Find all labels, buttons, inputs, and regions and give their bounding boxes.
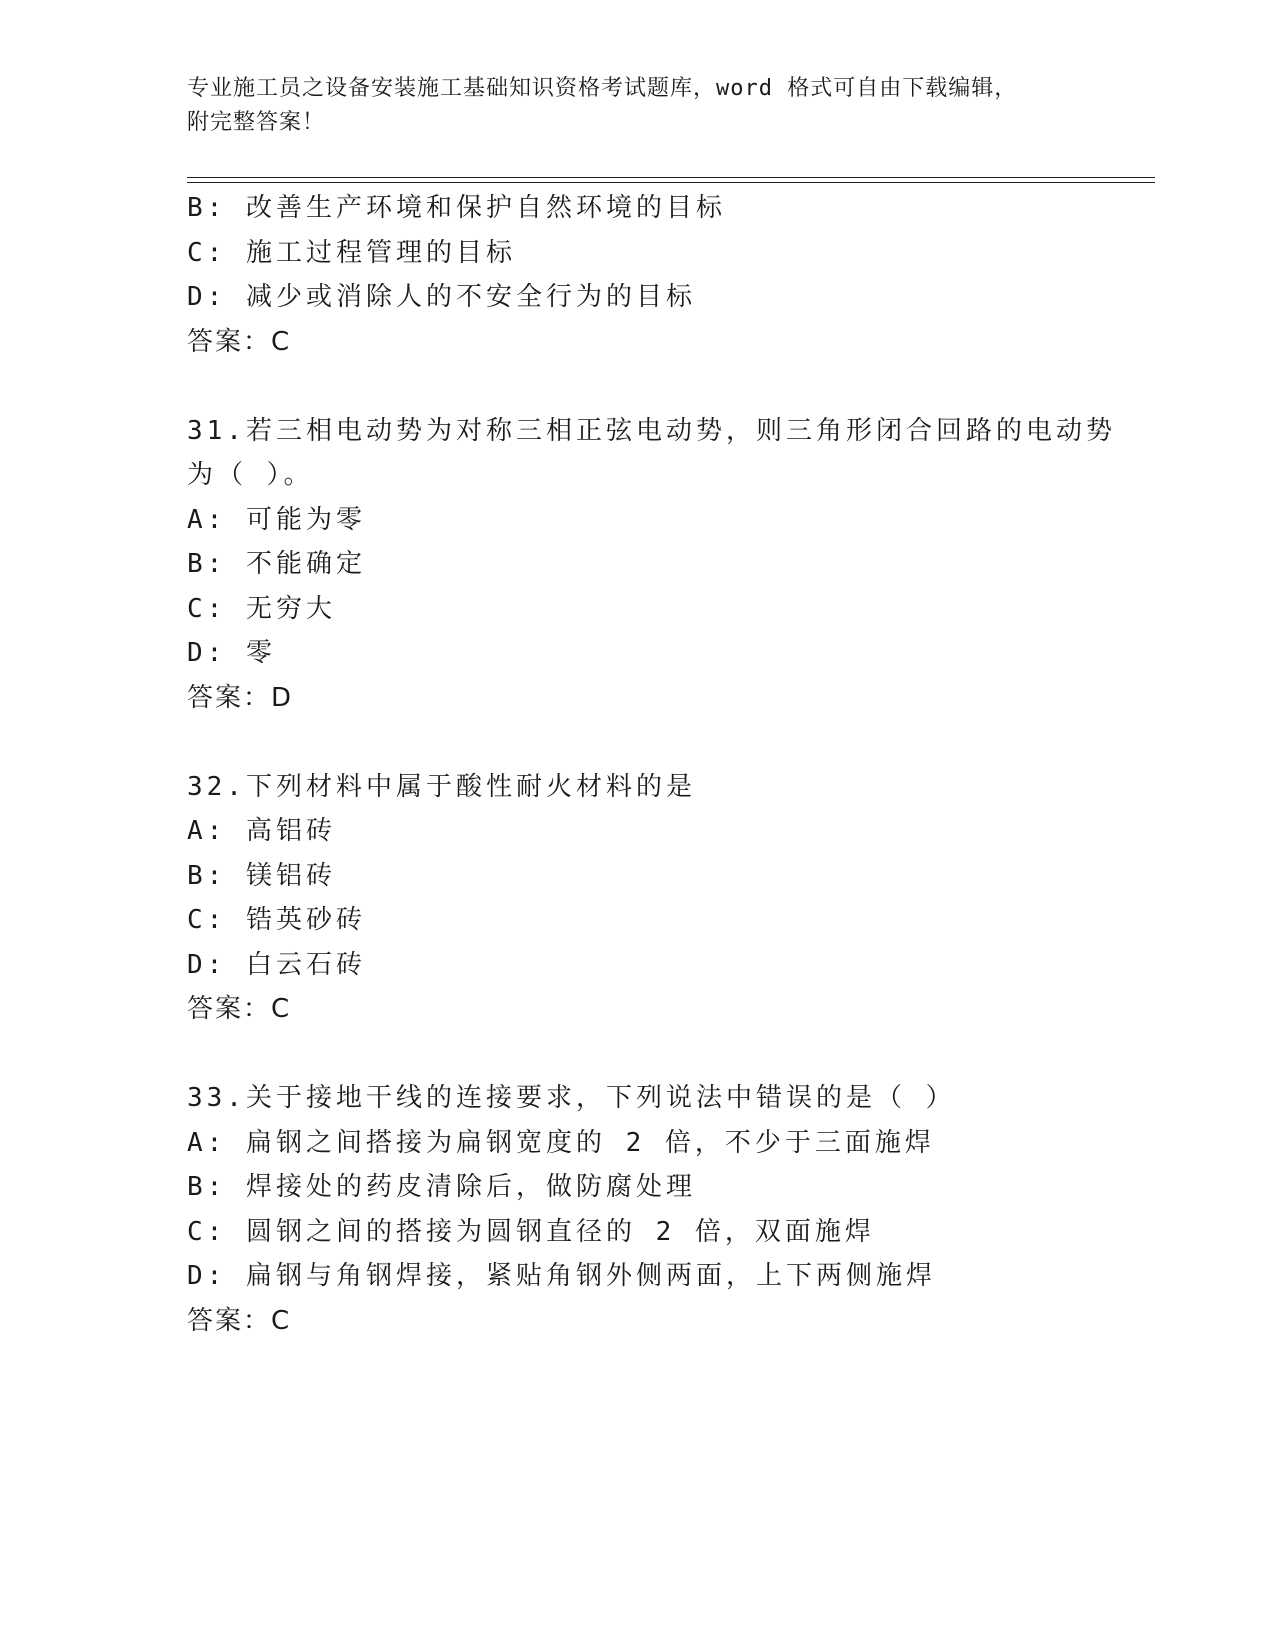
q30-option-b: B: 改善生产环境和保护自然环境的目标 xyxy=(187,193,726,223)
q33-option-d: D: 扁钢与角钢焊接，紧贴角钢外侧两面，上下两侧施焊 xyxy=(187,1261,936,1291)
header-line-2: 附完整答案！ xyxy=(187,110,326,135)
q33-answer: 答案：C xyxy=(187,1306,292,1336)
q31-option-b: B: 不能确定 xyxy=(187,549,366,579)
q30-option-d: D: 减少或消除人的不安全行为的目标 xyxy=(187,282,696,312)
q32-option-b: B: 镁铝砖 xyxy=(187,861,336,891)
q31-stem-line-1: 31.若三相电动势为对称三相正弦电动势，则三角形闭合回路的电动势 xyxy=(187,416,1116,446)
q33-option-a: A: 扁钢之间搭接为扁钢宽度的 2 倍，不少于三面施焊 xyxy=(187,1128,935,1158)
q33-stem: 33.关于接地干线的连接要求，下列说法中错误的是（ ） xyxy=(187,1083,956,1113)
q30-answer: 答案：C xyxy=(187,327,292,357)
q32-option-c: C: 锆英砂砖 xyxy=(187,905,366,935)
q32-stem: 32.下列材料中属于酸性耐火材料的是 xyxy=(187,772,696,802)
q31-answer: 答案：D xyxy=(187,683,294,713)
q31-stem-line-2: 为（ ）。 xyxy=(187,460,314,490)
q33-option-c: C: 圆钢之间的搭接为圆钢直径的 2 倍，双面施焊 xyxy=(187,1217,875,1247)
q33-option-b: B: 焊接处的药皮清除后，做防腐处理 xyxy=(187,1172,696,1202)
q31-option-a: A: 可能为零 xyxy=(187,505,366,535)
header-divider-bottom xyxy=(187,182,1155,183)
q30-option-c: C: 施工过程管理的目标 xyxy=(187,238,516,268)
q32-option-a: A: 高铝砖 xyxy=(187,816,336,846)
document-header xyxy=(187,72,1067,140)
header-line-1: 专业施工员之设备安装施工基础知识资格考试题库，word 格式可自由下载编辑， xyxy=(187,76,1018,101)
q32-option-d: D: 白云石砖 xyxy=(187,950,366,980)
q32-answer: 答案：C xyxy=(187,994,292,1024)
q31-option-c: C: 无穷大 xyxy=(187,594,336,624)
q31-option-d: D: 零 xyxy=(187,638,276,668)
header-divider-top xyxy=(187,177,1155,178)
